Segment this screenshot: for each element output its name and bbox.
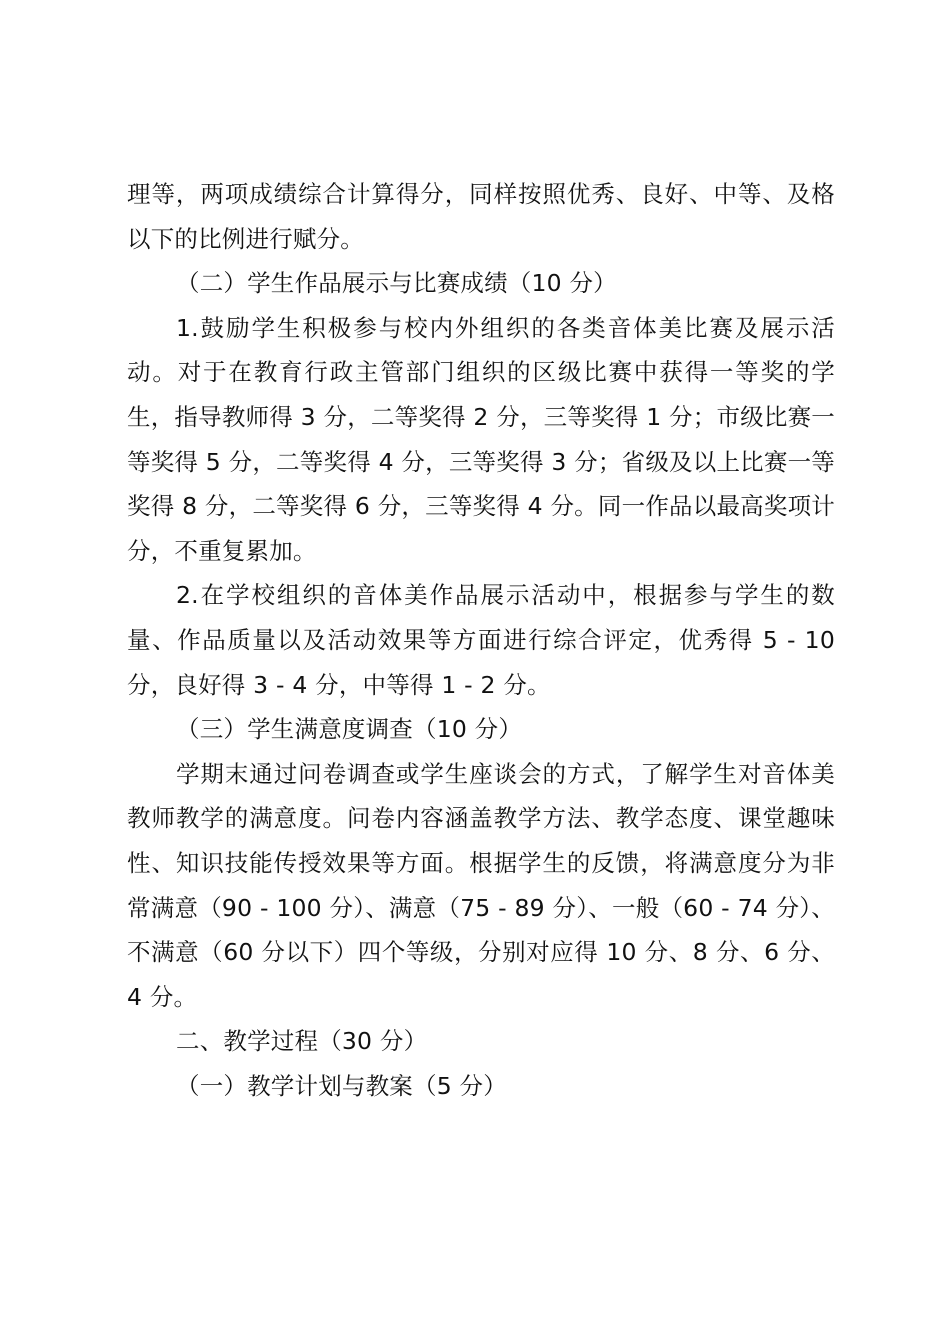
paragraph-continuation: 理等，两项成绩综合计算得分，同样按照优秀、良好、中等、及格以下的比例进行赋分。 — [127, 180, 835, 253]
chapter-heading-teaching-process: 二、教学过程（30 分） — [176, 1027, 428, 1056]
paragraph-satisfaction-survey: 学期末通过问卷调查或学生座谈会的方式，了解学生对音体美教师教学的满意度。问卷内容涵盖教学方法、教学态度、课堂趣味性、知识技能传授效果等方面。根据学生的反馈，将满意度分为非常满意（90 - 100 分）、满意（75 - 89 分）、一般（60 - 74 分）、不满意（60 分以下）四个等级，分别对应得 10 分、8 分、6 分、4 分。 — [127, 759, 835, 1011]
paragraph-competition-scoring: 1.鼓励学生积极参与校内外组织的各类音体美比赛及展示活动。对于在教育行政主管部门组织的区级比赛中获得一等奖的学生，指导教师得 3 分，二等奖得 2 分，三等奖得 1 分；市级比赛一等奖得 5 分，二等奖得 4 分，三等奖得 3 分；省级及以上比赛一等奖得 8 分，二等奖得 6 分，三等奖得 4 分。同一作品以最高奖项计分，不重复累加。 — [127, 313, 835, 565]
section-heading-satisfaction: （三）学生满意度调查（10 分） — [176, 715, 523, 744]
section-heading-student-works: （二）学生作品展示与比赛成绩（10 分） — [176, 269, 617, 298]
section-heading-teaching-plan: （一）教学计划与教案（5 分） — [176, 1071, 507, 1100]
paragraph-exhibition-scoring: 2.在学校组织的音体美作品展示活动中，根据参与学生的数量、作品质量以及活动效果等方面进行综合评定，优秀得 5 - 10 分，良好得 3 - 4 分，中等得 1 - 2 分。 — [127, 581, 835, 699]
document-body — [127, 172, 835, 1108]
